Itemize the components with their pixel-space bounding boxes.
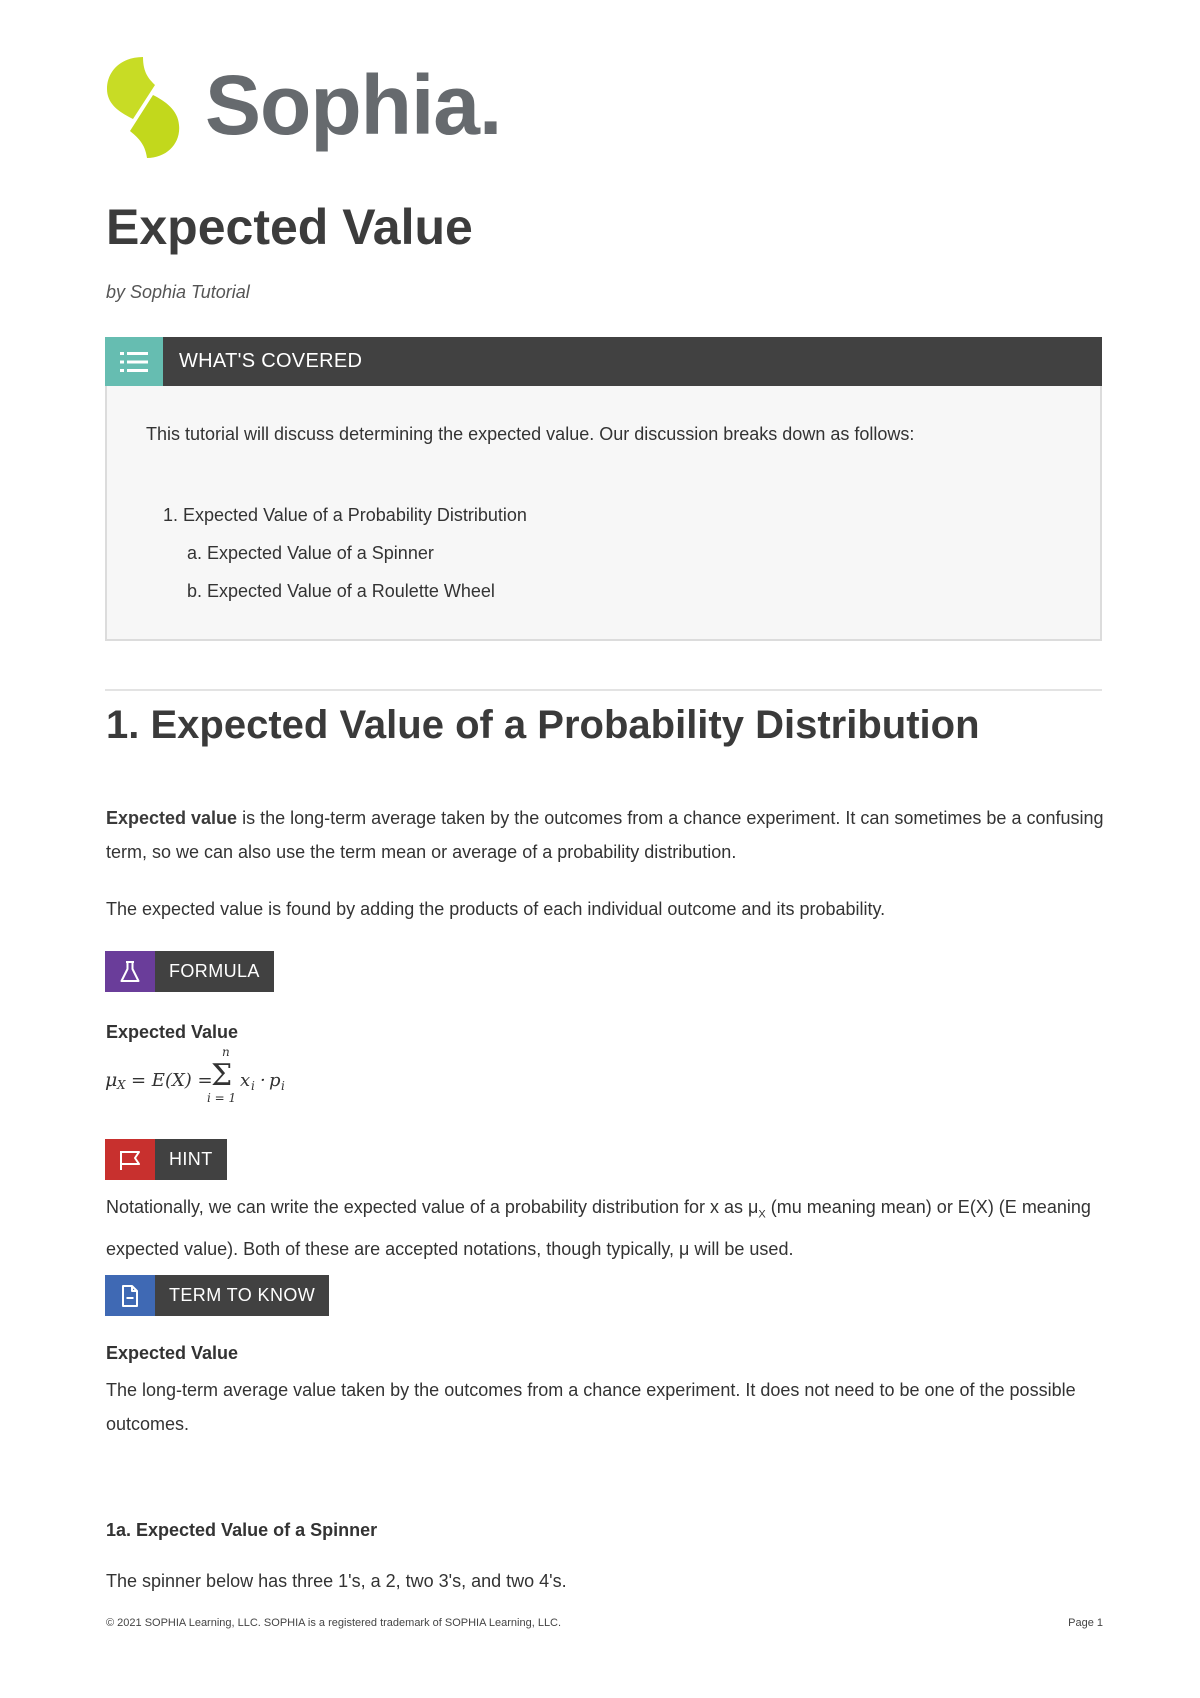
formula-x-sub: i: [251, 1079, 255, 1093]
term-label: Expected Value: [106, 1343, 239, 1363]
page-title: Expected Value: [106, 199, 473, 255]
whats-covered-box: [105, 337, 1102, 641]
formula-p: p: [269, 1070, 281, 1091]
whats-covered-body: [105, 386, 1102, 641]
section-divider: [105, 689, 1102, 691]
flask-icon: [105, 951, 155, 992]
footer-copyright: © 2021 SOPHIA Learning, LLC. SOPHIA is a registered trademark of SOPHIA Learning, LLC.: [106, 1617, 562, 1629]
sophia-logo-text: Sophia.: [205, 57, 502, 152]
definition-term: Expected value: [106, 808, 238, 828]
method-paragraph: The expected value is found by adding the products of each individual outcome and its probability.: [106, 899, 886, 919]
formula-x: x: [240, 1070, 251, 1091]
formula-tag: [105, 951, 274, 992]
term-to-know-tag: [105, 1275, 329, 1316]
formula-dot: ·: [260, 1070, 266, 1091]
subsection-text: The spinner below has three 1's, a 2, two 3's, and two 4's.: [106, 1571, 567, 1591]
list-icon: [105, 337, 163, 386]
formula-equals: = E(X) =: [131, 1070, 213, 1091]
whats-covered-header: [105, 337, 1102, 386]
formula-upper: n: [222, 1045, 230, 1059]
term-definition: The long-term average value taken by the outcomes from a chance experiment. It does not need to be one of the possible outcomes.: [106, 1380, 1076, 1434]
section-heading: 1. Expected Value of a Probability Distribution: [106, 703, 980, 747]
outline-item: a. Expected Value of a Spinner: [187, 543, 434, 563]
byline: by Sophia Tutorial: [106, 282, 250, 302]
sophia-logo-mark: [103, 55, 183, 160]
document-icon: [105, 1275, 155, 1316]
hint-text-a: Notationally, we can write the expected value of a probability distribution for x as μ: [106, 1197, 759, 1217]
flag-icon: [105, 1139, 155, 1180]
formula-lower: i = 1: [207, 1091, 237, 1105]
formula-tag-label: FORMULA: [169, 961, 260, 981]
definition-paragraph: [106, 801, 1106, 869]
formula-p-sub: i: [281, 1079, 285, 1093]
covered-outline: [163, 496, 527, 610]
expected-value-formula: [103, 1045, 303, 1105]
hint-text: [106, 1190, 1106, 1266]
page-number: Page 1: [1068, 1617, 1103, 1629]
covered-intro: This tutorial will discuss determining the expected value. Our discussion breaks down as follows:: [146, 424, 915, 444]
outline-item: b. Expected Value of a Roulette Wheel: [187, 581, 495, 601]
hint-tag: [105, 1139, 227, 1180]
definition-text: is the long-term average taken by the outcomes from a chance experiment. It can sometimes be a confusing term, so we can also use the term mean or average of a probability distribution.: [106, 808, 1104, 862]
outline-item: 1. Expected Value of a Probability Distribution: [163, 505, 527, 525]
sophia-logo: [103, 55, 501, 160]
hint-tag-label: HINT: [169, 1149, 213, 1169]
hint-text-sub: X: [758, 1208, 766, 1221]
hint-text-b: (mu meaning mean) or E(X) (E meaning expected value). Both of these are accepted notations, though typically, μ will be used.: [106, 1197, 1091, 1259]
whats-covered-title: WHAT'S COVERED: [179, 350, 363, 372]
formula-label: Expected Value: [106, 1022, 239, 1042]
subsection-heading: 1a. Expected Value of a Spinner: [106, 1520, 378, 1540]
formula-mu: μ: [105, 1069, 118, 1091]
formula-sigma: Σ: [211, 1058, 233, 1093]
formula-mu-sub: X: [117, 1078, 126, 1092]
term-to-know-label: TERM TO KNOW: [169, 1285, 316, 1305]
